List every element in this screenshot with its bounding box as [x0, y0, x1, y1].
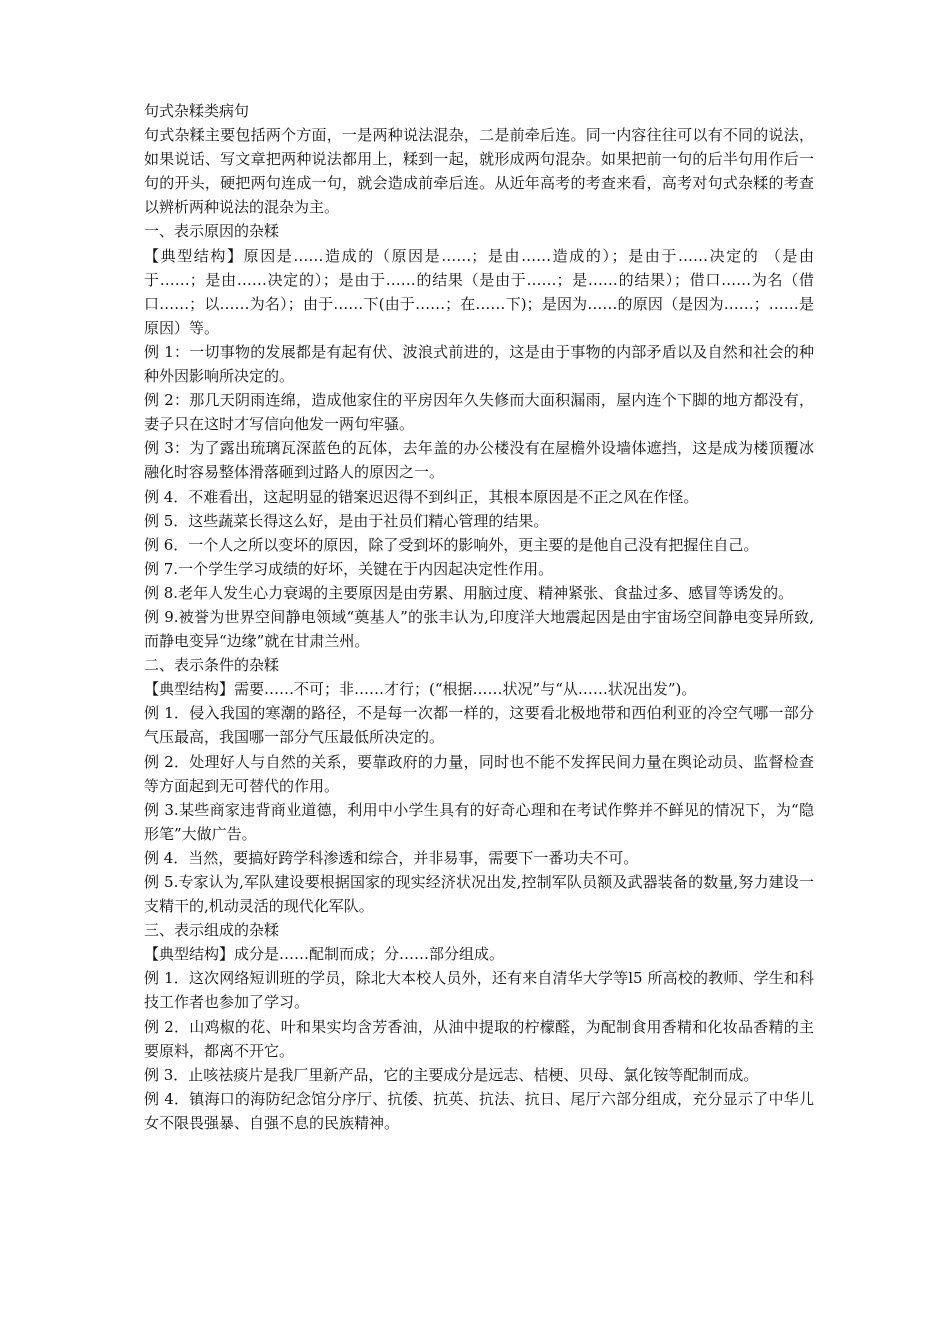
example-paragraph: 例 4．镇海口的海防纪念馆分序厅、抗倭、抗英、抗法、抗日、尾厅六部分组成，充分显示了中华儿女不限畏强暴、自强不息的民族精神。 — [144, 1089, 814, 1132]
typical-structure-cause: 【典型结构】原因是……造成的（原因是……；是由……造成的）；是由于……决定的 （是由于……；是由……决定的）；是由于……的结果（是由于……；是……的结果）；借口……为名（借口……；以……为名）；由于……下(由于……；在……下)；是因为……的原因（是因为……；……是原因）等。 — [144, 246, 814, 337]
document-page — [144, 99, 814, 1135]
document-title: 句式杂糅类病句 — [144, 102, 250, 120]
section-heading-composition: 三、表示组成的杂糅 — [144, 921, 280, 940]
example-paragraph: 例 1．侵入我国的寒潮的路径，不是每一次都一样的，这要看北极地带和西伯利亚的冷空气哪一部分气压最高，我国哪一部分气压最低所决定的。 — [144, 704, 814, 747]
example-paragraph: 例 8.老年人发生心力衰竭的主要原因是由劳累、用脑过度、精神紧张、食盐过多、感冒等诱发的。 — [144, 583, 794, 602]
example-paragraph: 例 1：一切事物的发展都是有起有伏、波浪式前进的，这是由于事物的内部矛盾以及自然和社会的种种外因影响所决定的。 — [144, 342, 814, 386]
example-paragraph: 例 7.一个学生学习成绩的好坏，关键在于内因起决定性作用。 — [144, 559, 554, 578]
example-paragraph: 例 2：那几天阴雨连绵，造成他家住的平房因年久失修而大面积漏雨，屋内连个下脚的地方都没有，妻子只在这时才写信向他发一两句牢骚。 — [144, 391, 814, 434]
typical-structure-composition: 【典型结构】成分是……配制而成；分……部分组成。 — [144, 945, 505, 964]
typical-structure-condition: 【典型结构】需要……不可；非……才行；(“根据……状况”与“从……状况出发”)。 — [144, 680, 697, 699]
section-heading-condition: 二、表示条件的杂糅 — [144, 656, 280, 675]
section-heading-cause: 一、表示原因的杂糅 — [144, 222, 280, 241]
example-paragraph: 例 3：为了露出琉璃瓦深蓝色的瓦体，去年盖的办公楼没有在屋檐外设墙体遮挡，这是成为楼顶覆冰融化时容易整体滑落砸到过路人的原因之一。 — [144, 439, 814, 482]
example-paragraph: 例 4．不难看出，这起明显的错案迟迟得不到纠正，其根本原因是不正之风在作怪。 — [144, 487, 699, 506]
example-paragraph: 例 1．这次网络短训班的学员，除北大本校人员外，还有来自清华大学等l5 所高校的教师、学生和科技工作者也参加了学习。 — [144, 969, 814, 1012]
intro-paragraph: 句式杂糅主要包括两个方面，一是两种说法混杂，二是前牵后连。同一内容往往可以有不同的说法，如果说话、写文章把两种说法都用上，糅到一起，就形成两句混杂。如果把前一句的后半句用作后一句的开头，硬把两句连成一句，就会造成前牵后连。从近年高考的考查来看，高考对句式杂糅的考查以辨析两种说法的混杂为主。 — [144, 126, 814, 217]
example-paragraph: 例 2．处理好人与自然的关系，要靠政府的力量，同时也不能不发挥民间力量在舆论动员、监督检查等方面起到无可替代的作用。 — [144, 752, 814, 795]
example-paragraph: 例 3．止咳祛痰片是我厂里新产品，它的主要成分是远志、桔梗、贝母、氯化铵等配制而成。 — [144, 1065, 759, 1084]
example-paragraph: 例 5．这些蔬菜长得这么好，是由于社员们精心管理的结果。 — [144, 511, 549, 530]
example-paragraph: 例 5.专家认为,军队建设要根据国家的现实经济状况出发,控制军队员额及武器装备的数量,努力建设一支精干的,机动灵活的现代化军队。 — [144, 873, 814, 916]
example-paragraph: 例 3.某些商家违背商业道德，利用中小学生具有的好奇心理和在考试作弊并不鲜见的情况下，为“隐形笔”大做广告。 — [144, 800, 814, 843]
example-paragraph: 例 9.被誉为世界空间静电领域“奠基人”的张丰认为,印度洋大地震起因是由宇宙场空间静电变异所致,而静电变异“边缘”就在甘肃兰州。 — [144, 607, 814, 651]
example-paragraph: 例 4．当然，要搞好跨学科渗透和综合，并非易事，需要下一番功夫不可。 — [144, 848, 639, 867]
example-paragraph: 例 6．一个人之所以变坏的原因，除了受到坏的影响外，更主要的是他自己没有把握住自己。 — [144, 535, 759, 554]
example-paragraph: 例 2．山鸡椒的花、叶和果实均含芳香油，从油中提取的柠檬醛，为配制食用香精和化妆品香精的主要原料，都离不开它。 — [144, 1017, 814, 1060]
